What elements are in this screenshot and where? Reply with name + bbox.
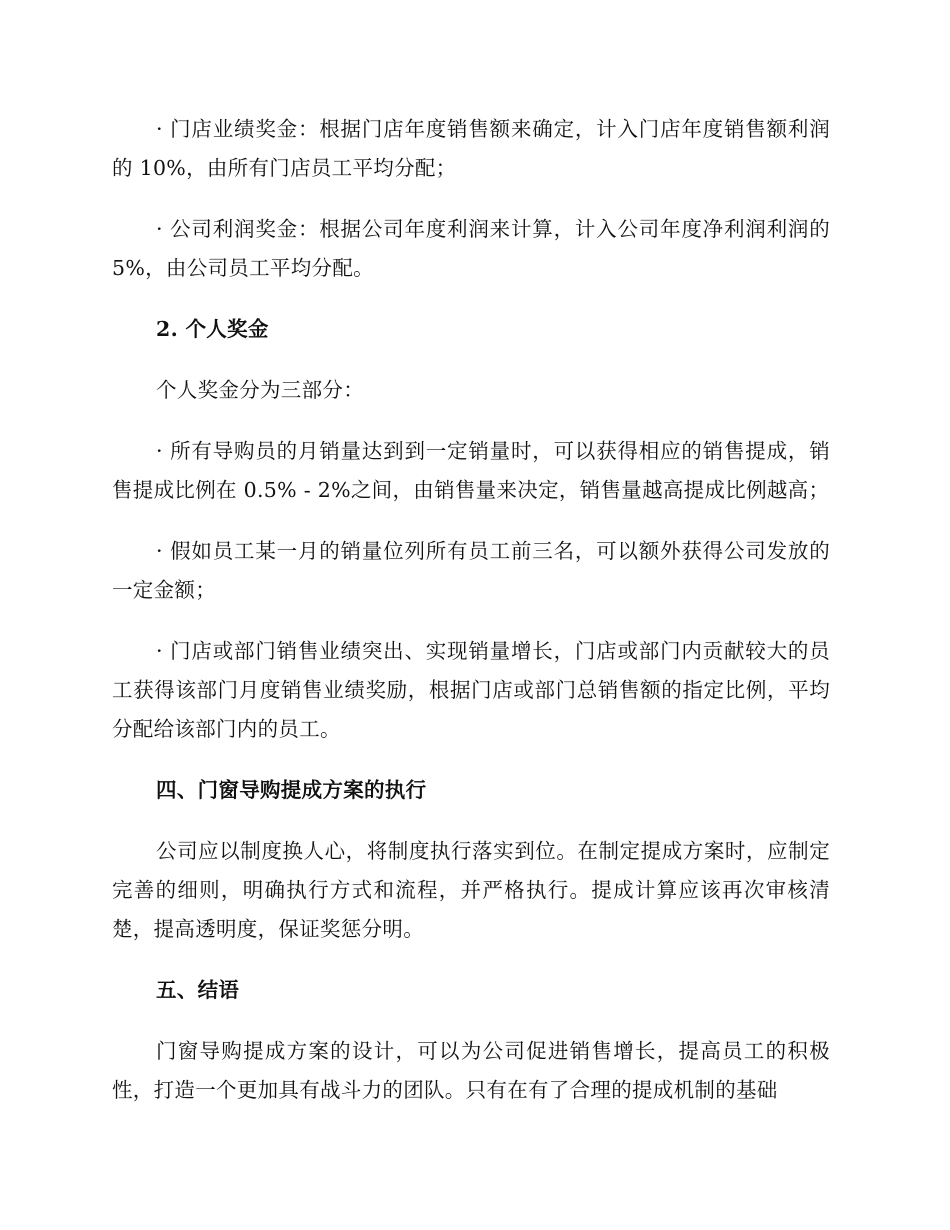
personal-bonus-intro: 个人奖金分为三部分： xyxy=(156,378,364,402)
heading-personal-bonus: 2. 个人奖金 xyxy=(156,317,269,341)
conclusion-paragraph: 门窗导购提成方案的设计，可以为公司促进销售增长，提高员工的积极性，打造一个更加具有战斗力的团队。只有在有了合理的提成机制的基础 xyxy=(112,1039,830,1102)
bullet-sales-commission: · 所有导购员的月销量达到到一定销量时，可以获得相应的销售提成，销售提成比例在 0.5% - 2%之间，由销售量来决定，销售量越高提成比例越高； xyxy=(112,439,830,502)
bullet-store-performance-bonus: · 门店业绩奖金：根据门店年度销售额来确定，计入门店年度销售额利润的 10%，由所有门店员工平均分配； xyxy=(112,117,830,180)
bullet-top-three-bonus: · 假如员工某一月的销量位列所有员工前三名，可以额外获得公司发放的一定金额； xyxy=(112,539,830,602)
heading-section-four: 四、门窗导购提成方案的执行 xyxy=(156,778,427,802)
bullet-department-incentive: · 门店或部门销售业绩突出、实现销量增长，门店或部门内贡献较大的员工获得该部门月度销售业绩奖励，根据门店或部门总销售额的指定比例，平均分配给该部门内的员工。 xyxy=(112,639,830,741)
document-body xyxy=(112,110,830,1132)
bullet-company-profit-bonus: · 公司利润奖金：根据公司年度利润来计算，计入公司年度净利润利润的 5%，由公司员工平均分配。 xyxy=(112,217,830,280)
heading-section-five: 五、结语 xyxy=(156,978,240,1002)
execution-paragraph: 公司应以制度换人心，将制度执行落实到位。在制定提成方案时，应制定完善的细则，明确执行方式和流程，并严格执行。提成计算应该再次审核清楚，提高透明度，保证奖惩分明。 xyxy=(112,839,830,941)
